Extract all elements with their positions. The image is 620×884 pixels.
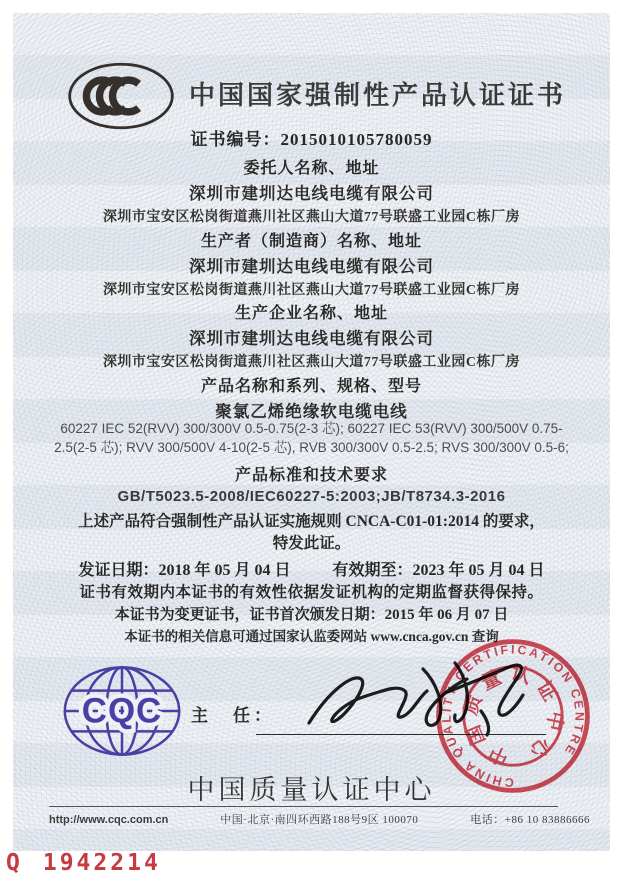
standard-heading: 产品标准和技术要求: [234, 467, 388, 484]
cqc-logo-icon: [59, 661, 185, 761]
ccc-mark-icon: [65, 60, 177, 132]
director-label: 主 任：: [191, 706, 275, 725]
info-note: 本证书的相关信息可通过国家认监委网站 www.cnca.gov.cn 查询: [124, 629, 499, 644]
expiry-date: 有效期至：2023 年 05 月 04 日: [332, 562, 545, 579]
factory-heading: 生产企业名称、地址: [234, 305, 388, 322]
standard-value: GB/T5023.5-2008/IEC60227-5:2003;JB/T8734.3-2016: [117, 488, 506, 505]
footer-divider: [49, 806, 558, 807]
footer-address: 中国·北京·南四环西路188号9区 100070: [220, 814, 419, 826]
applicant-heading: 委托人名称、地址: [243, 160, 380, 177]
validity-note: 证书有效期内本证书的有效性依据发证机构的定期监督获得保持。: [79, 584, 544, 601]
certificate-number: 证书编号：2015010105780059: [190, 130, 433, 149]
product-name: 聚氯乙烯绝缘软电缆电线: [215, 402, 408, 421]
issuing-organization: 中国质量认证中心: [187, 775, 436, 805]
applicant-address: 深圳市宝安区松岗街道燕川社区燕山大道77号联盛工业园C栋厂房: [102, 210, 521, 225]
product-heading: 产品名称和系列、规格、型号: [200, 378, 422, 395]
cqc-logo-text: CQC: [81, 691, 163, 731]
conformity-statement: 上述产品符合强制性产品认证实施规则 CNCA-C01-01:2014 的要求，特发此证。: [78, 513, 545, 553]
product-models: 60227 IEC 52(RVV) 300/300V 0.5-0.75(2-3 芯); 60227 IEC 53(RVV) 300/500V 0.75-2.5(2-5 芯); RVV 300/500V 4-10(2-5 芯), RVB 300/300V 0.5-2.5; RVS 300/300V 0.5-6;: [54, 421, 569, 455]
change-note: 本证书为变更证书，证书首次颁发日期：2015 年 06 月 07 日: [114, 607, 509, 623]
manufacturer-name: 深圳市建圳达电线电缆有限公司: [189, 257, 434, 276]
stamp-chinese-text: 中国质量认证中心: [460, 662, 567, 769]
manufacturer-heading: 生产者（制造商）名称、地址: [200, 233, 422, 250]
footer-phone: 电话：+86 10 83886666: [470, 814, 590, 826]
factory-name: 深圳市建圳达电线电缆有限公司: [189, 329, 434, 348]
certificate-paper: [13, 13, 610, 851]
manufacturer-address: 深圳市宝安区松岗街道燕川社区燕山大道77号联盛工业园C栋厂房: [102, 283, 521, 298]
stamp-english-text: CHINA QUALITY CERTIFICATION CENTRE: [439, 642, 587, 790]
serial-number: [6, 850, 161, 876]
issue-date: 发证日期：2018 年 05 月 04 日: [78, 562, 291, 579]
applicant-name: 深圳市建圳达电线电缆有限公司: [189, 184, 434, 203]
footer-website: http://www.cqc.com.cn: [49, 814, 169, 826]
serial-digits: 1942214: [42, 850, 161, 876]
certificate-title: 中国国家强制性产品认证证书: [188, 80, 566, 110]
dates-row: [13, 557, 610, 580]
footer-contact-row: [49, 811, 590, 827]
factory-address: 深圳市宝安区松岗街道燕川社区燕山大道77号联盛工业园C栋厂房: [102, 355, 521, 370]
serial-prefix: Q: [6, 850, 23, 876]
